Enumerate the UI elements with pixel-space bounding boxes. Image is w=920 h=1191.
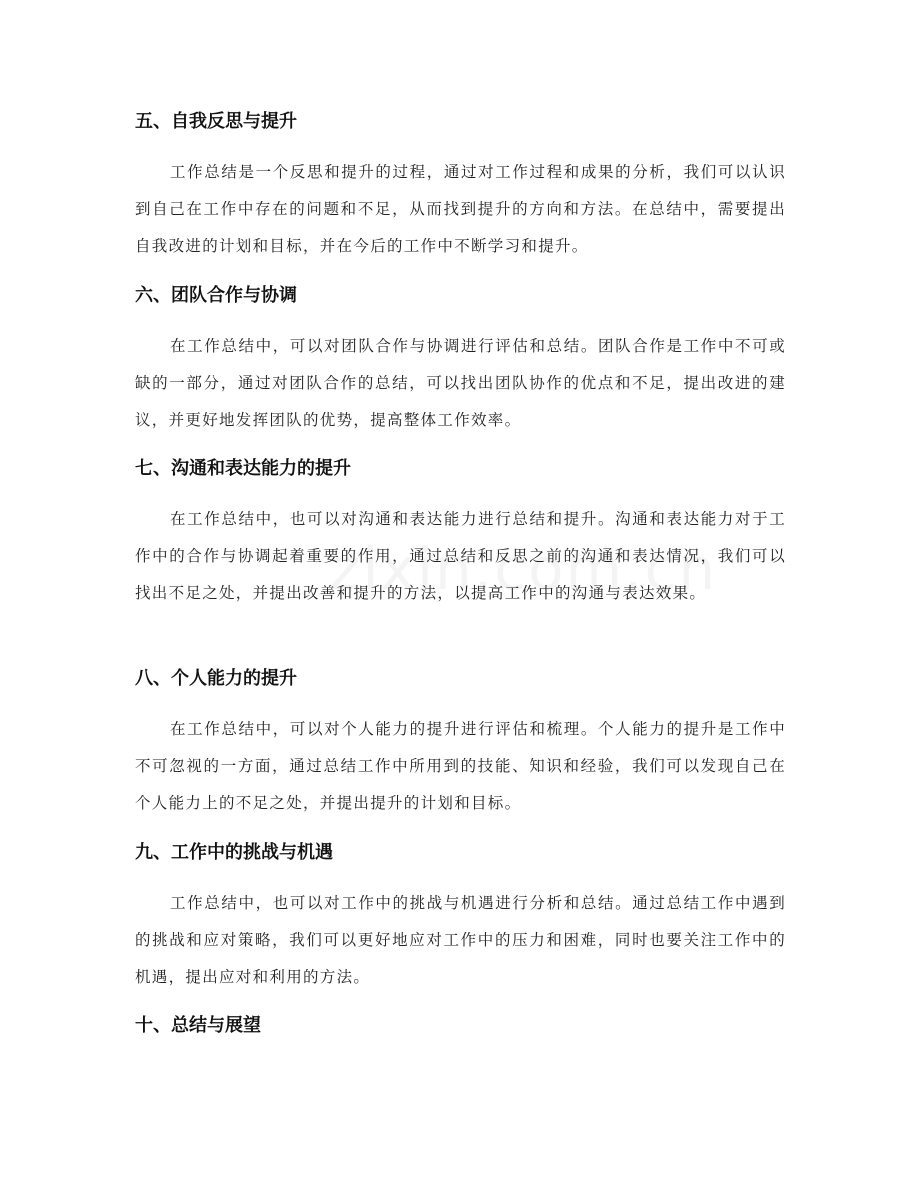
section-paragraph-9: 工作总结中，也可以对工作中的挑战与机遇进行分析和总结。通过总结工作中遇到的挑战和应对策略，我们可以更好地应对工作中的压力和困难，同时也要关注工作中的机遇，提出应对和利用的方法。 <box>135 894 786 986</box>
section-paragraph-8: 在工作总结中，可以对个人能力的提升进行评估和梳理。个人能力的提升是工作中不可忽视的一方面，通过总结工作中所用到的技能、知识和经验，我们可以发现自己在个人能力上的不足之处，并提出提升的计划和目标。 <box>135 720 786 812</box>
section-heading-6: 六、团队合作与协调 <box>135 285 297 306</box>
section-paragraph-7: 在工作总结中，也可以对沟通和表达能力进行总结和提升。沟通和表达能力对于工作中的合作与协调起着重要的作用，通过总结和反思之前的沟通和表达情况，我们可以找出不足之处，并提出改善和提升的方法，以提高工作中的沟通与表达效果。 <box>135 510 786 602</box>
section-heading-7: 七、沟通和表达能力的提升 <box>135 458 351 479</box>
section-paragraph-5: 工作总结是一个反思和提升的过程，通过对工作过程和成果的分析，我们可以认识到自己在工作中存在的问题和不足，从而找到提升的方向和方法。在总结中，需要提出自我改进的计划和目标，并在今后的工作中不断学习和提升。 <box>135 163 786 255</box>
section-heading-10: 十、总结与展望 <box>135 1015 261 1036</box>
section-heading-5: 五、自我反思与提升 <box>135 111 297 132</box>
section-heading-9: 九、工作中的挑战与机遇 <box>135 842 333 863</box>
section-paragraph-6: 在工作总结中，可以对团队合作与协调进行评估和总结。团队合作是工作中不可或缺的一部分，通过对团队合作的总结，可以找出团队协作的优点和不足，提出改进的建议，并更好地发挥团队的优势，提高整体工作效率。 <box>135 337 786 429</box>
section-heading-8: 八、个人能力的提升 <box>135 668 297 689</box>
